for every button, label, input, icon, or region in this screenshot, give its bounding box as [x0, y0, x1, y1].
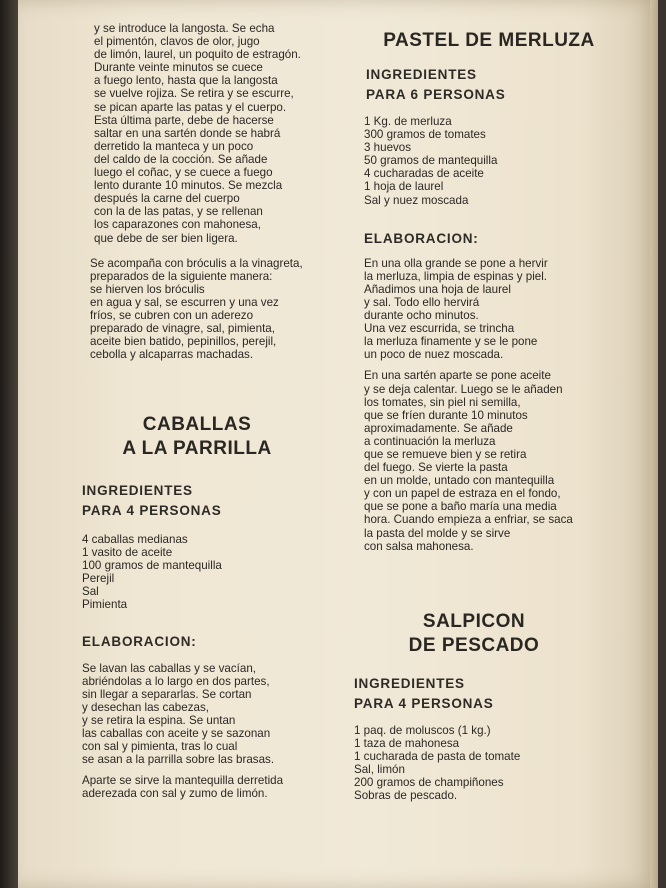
page-edge [650, 0, 658, 888]
text-line: preparado de vinagre, sal, pimienta, [90, 322, 275, 336]
text-line: con la de las patas, y se rellenan [94, 205, 263, 219]
caballas-elaboration-heading: ELABORACION: [82, 633, 197, 649]
text-line: en un molde, untado con mantequilla [364, 474, 555, 488]
text-line: del caldo de la cocción. Se añade [94, 152, 268, 166]
text-line: saltar en una sartén donde se habrá [94, 126, 281, 140]
text-line: que debe de ser bien ligera. [94, 231, 238, 245]
text-line: en agua y sal, se escurren y una vez [90, 295, 279, 309]
merluza-ingredients-list [364, 115, 614, 207]
text-line: Añadimos una hoja de laurel [364, 282, 511, 296]
text-line: y sal. Todo ello hervirá [364, 295, 480, 309]
merluza-elaboration-heading: ELABORACION: [364, 230, 479, 246]
text-line: que se pone a baño maría una media [364, 500, 557, 514]
caballas-title-line-1: CABALLAS [142, 414, 252, 435]
text-line: Una vez escurrida, se trincha [364, 322, 515, 336]
text-line: 300 gramos de tomates [364, 128, 486, 142]
recipe-pastel-de-merluza [364, 29, 614, 553]
text-line: de limón, laurel, un poquito de estragón. [94, 48, 301, 62]
caballas-elaboration-paragraph-1 [82, 662, 352, 767]
text-line: y se retira la espina. Se untan [82, 713, 236, 727]
book-gutter [0, 0, 18, 888]
text-line: durante ocho minutos. [364, 309, 479, 323]
text-line: que se fríen durante 10 minutos [364, 408, 528, 422]
text-line: Sal [82, 585, 99, 599]
text-line: 1 taza de mahonesa [354, 737, 460, 751]
salpicon-title-line-1: SALPICON [422, 611, 526, 632]
text-line: derretido la manteca y un poco [94, 139, 254, 153]
text-line: cebolla y alcaparras machadas. [90, 348, 254, 362]
text-line: Se acompaña con bróculis a la vinagreta, [90, 256, 303, 270]
text-line: la pasta del molde y se sirve [364, 526, 511, 540]
text-line: con salsa mahonesa. [364, 539, 474, 553]
text-line: y desechan las cabezas, [82, 700, 209, 714]
text-line: la merluza finamente y se le pone [364, 335, 538, 349]
salpicon-servings-heading: PARA 4 PERSONAS [354, 696, 494, 711]
merluza-ingredients-heading: INGREDIENTES [366, 67, 477, 82]
merluza-elaboration-paragraph-1 [364, 257, 614, 362]
text-line: abriéndolas a lo largo en dos partes, [82, 674, 270, 688]
text-line: 1 vasito de aceite [82, 546, 173, 560]
text-line: después la carne del cuerpo [94, 192, 240, 206]
text-line: Perejil [82, 572, 115, 586]
salpicon-ingredients-heading: INGREDIENTES [354, 676, 465, 691]
text-line: a continuación la merluza [364, 434, 496, 448]
text-line: la merluza, limpia de espinas y piel. [364, 269, 548, 283]
text-line: con sal y pimienta, tras lo cual [82, 740, 238, 754]
text-line: Sal, limón [354, 763, 405, 777]
text-line: 1 hoja de laurel [364, 180, 444, 194]
text-line: En una sartén aparte se pone aceite [364, 369, 551, 383]
salpicon-ingredients-list [354, 724, 614, 803]
merluza-elaboration-paragraph-2 [364, 369, 614, 552]
text-line: Se lavan las caballas y se vacían, [82, 661, 257, 675]
text-line: los caparazones con mahonesa, [94, 218, 261, 232]
salpicon-title-line-2: DE PESCADO [408, 635, 540, 656]
caballas-ingredients-list [82, 533, 352, 612]
recipe-caballas [82, 413, 352, 801]
text-line: aproximadamente. Se añade [364, 421, 513, 435]
text-line: 100 gramos de mantequilla [82, 559, 222, 573]
text-line: sin llegar a separarlas. Se cortan [82, 687, 252, 701]
intro-paragraph-1 [90, 22, 350, 245]
intro-text-block [90, 22, 350, 373]
text-line: se asan a la parrilla sobre las brasas. [82, 753, 275, 767]
text-line: Sobras de pescado. [354, 789, 458, 803]
text-line: 4 cucharadas de aceite [364, 167, 484, 181]
merluza-servings-heading: PARA 6 PERSONAS [366, 87, 506, 102]
text-line: Esta última parte, debe de hacerse [94, 113, 274, 127]
caballas-servings-heading: PARA 4 PERSONAS [82, 503, 222, 518]
text-line: las caballas con aceite y se sazonan [82, 727, 271, 741]
caballas-ingredients-heading: INGREDIENTES [82, 483, 193, 498]
text-line: Pimienta [82, 598, 128, 612]
text-line: luego el coñac, y se cuece a fuego [94, 166, 273, 180]
text-line: se vuelve rojiza. Se retira y se escurre, [94, 87, 294, 101]
caballas-title-line-2: A LA PARRILLA [122, 438, 272, 459]
text-line: que se remueve bien y se retira [364, 447, 527, 461]
text-line: y se deja calentar. Luego se le añaden [364, 382, 563, 396]
text-line: y se introduce la langosta. Se echa [94, 22, 275, 35]
text-line: 1 Kg. de merluza [364, 115, 452, 128]
text-line: se pican aparte las patas y el cuerpo. [94, 100, 287, 114]
text-line: 3 huevos [364, 141, 412, 155]
text-line: y con un papel de estraza en el fondo, [364, 487, 561, 501]
merluza-title: PASTEL DE MERLUZA [383, 30, 595, 51]
text-line: aceite bien batido, pepinillos, perejil, [90, 335, 277, 349]
text-line: 1 paq. de moluscos (1 kg.) [354, 724, 491, 737]
text-line: aderezada con sal y zumo de limón. [82, 787, 268, 801]
caballas-elaboration-paragraph-2 [82, 774, 352, 800]
text-line: Durante veinte minutos se cuece [94, 61, 263, 75]
text-line: un poco de nuez moscada. [364, 348, 504, 362]
text-line: 1 cucharada de pasta de tomate [354, 750, 521, 764]
text-line: 200 gramos de champiñones [354, 776, 504, 790]
text-line: fríos, se cubren con un aderezo [90, 308, 254, 322]
text-line: hora. Cuando empieza a enfriar, se saca [364, 513, 573, 527]
text-line: En una olla grande se pone a hervir [364, 256, 548, 270]
intro-paragraph-2 [90, 257, 350, 362]
text-line: preparados de la siguiente manera: [90, 269, 273, 283]
text-line: los tomates, sin piel ni semilla, [364, 395, 521, 409]
text-line: lento durante 10 minutos. Se mezcla [94, 179, 283, 193]
text-line: 4 caballas medianas [82, 533, 188, 546]
text-line: 50 gramos de mantequilla [364, 154, 498, 168]
text-line: Aparte se sirve la mantequilla derretida [82, 774, 284, 788]
text-line: el pimentón, clavos de olor, jugo [94, 35, 260, 49]
text-line: a fuego lento, hasta que la langosta [94, 74, 278, 88]
text-line: del fuego. Se vierte la pasta [364, 461, 508, 475]
text-line: Sal y nuez moscada [364, 193, 469, 207]
recipe-salpicon-de-pescado [354, 610, 614, 803]
text-line: se hierven los bróculis [90, 282, 205, 296]
